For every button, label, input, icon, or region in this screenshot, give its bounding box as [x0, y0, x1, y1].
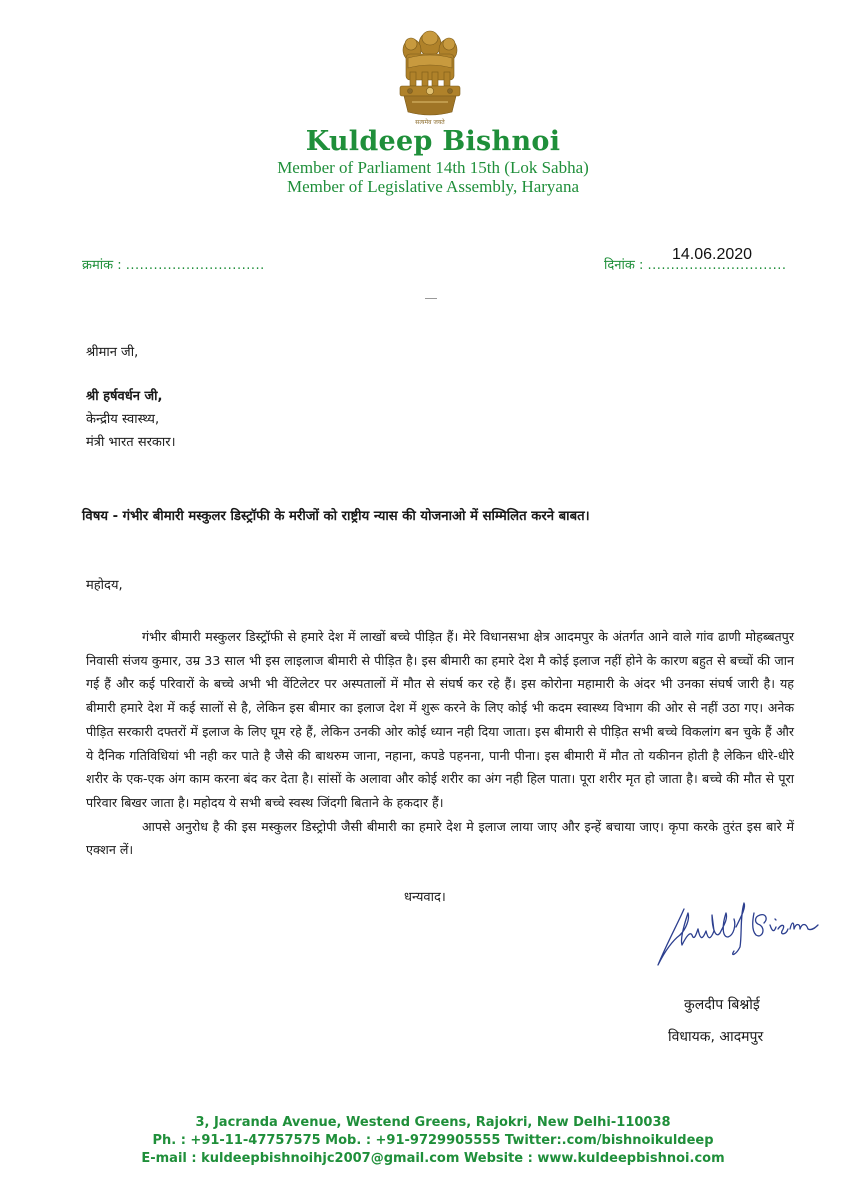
body-paragraph-1: गंभीर बीमारी मस्कुलर डिस्ट्रॉफी से हमारे देश में लाखों बच्चे पीड़ित हैं। मेरे विधानसभा क्षेत्र आदमपुर के अंतर्गत आने वाले गांव ढाणी मोहब्बतपुर निवासी संजय कुमार, उम्र 33 साल भी इस लाइलाज बीमारी से पीड़ित है। इस बीमारी का हमारे देश मै कोई इलाज नहीं होने के कारण बहुत से बच्चों की जान गई हैं और कई परिवारों के बच्चे अभी भी वेंटिलेटर पर अस्पतालों में मौत से संघर्ष कर रहे हैं। इस कोरोना महामारी के अंदर भी उनका संघर्ष जारी है। यह बीमारी हमारे देश में कई सालों से है, लेकिन इस बीमार का इलाज देश में शुरू करने के लिए कोई भी कदम स्वास्थ्य विभाग की ओर से नहीं उठा गए। अनेक पीड़ित सरकारी दफ्तरों में इलाज के लिए घूम रहे हैं, लेकिन उनकी ओर कोई ध्यान नही दिया जाता। इस बीमारी से पीड़ित सभी बच्चे विकलांग बन चुके हैं और ये दैनिक गतिविधियां भी नही कर पाते है जैसे की बाथरुम जाना, नहाना, कपडे पहनना, पानी पीना। इस बीमारी में मौत तो यकीनन होती है लेकिन धीरे-धीरे शरीर के एक-एक अंग काम करना बंद कर देता है। सांसों के अलावा और कोई शरीर का अंग नही हिल पाता। पूरा शरीर मृत हो जाता है। बच्चे की मौत से पूरा परिवार बिखर जाता है। महोदय ये सभी बच्चे स्वस्थ जिंदगी बिताने के हकदार हैं। — [86, 629, 795, 810]
letterhead-designation-2: Member of Legislative Assembly, Haryana — [286, 177, 580, 196]
date-dots: .............................. — [647, 258, 787, 273]
handwritten-signature — [650, 895, 825, 975]
body-paragraph-2: आपसे अनुरोध है की इस मस्कुलर डिस्ट्रोपी जैसी बीमारी का हमारे देश मे इलाज लाया जाए और इन्हें बचाया जाए। कृपा करके तुरंत इस बारे में एक्शन लें। — [86, 818, 794, 858]
greeting: महोदय, — [86, 578, 123, 593]
signer-name: कुलदीप बिश्नोई — [684, 997, 760, 1013]
salutation: श्रीमान जी, — [86, 345, 139, 360]
addressee-name: श्री हर्षवर्धन जी, — [86, 389, 163, 404]
reference-label: क्रमांक : — [82, 258, 122, 273]
date-label: दिनांक : — [604, 258, 644, 273]
reference-field — [82, 255, 265, 273]
letterhead-designation-1: Member of Parliament 14th 15th (Lok Sabha) — [277, 158, 589, 177]
letter-subject: विषय - गंभीर बीमारी मस्कुलर डिस्ट्रॉफी के मरीजों को राष्ट्रीय न्यास की योजनाओ में सम्मिलित करने बाबत। — [82, 509, 590, 524]
addressee-line-1: केन्द्रीय स्वास्थ्य, — [86, 412, 160, 427]
addressee-line-2: मंत्री भारत सरकार। — [86, 435, 176, 450]
emblem-motto: सत्यमेव जयते — [415, 119, 445, 126]
letterhead-name: Kuldeep Bishnoi — [305, 126, 561, 157]
national-emblem-icon — [392, 22, 468, 122]
reference-dots: .............................. — [125, 258, 265, 273]
footer-address: 3, Jacranda Avenue, Westend Greens, Rajokri, New Delhi-110038 — [195, 1115, 671, 1130]
date-value: 14.06.2020 — [672, 246, 753, 263]
letter-body — [86, 625, 794, 862]
footer-email-website: E-mail : kuldeepbishnoihjc2007@gmail.com Website : www.kuldeepbishnoi.com — [141, 1151, 725, 1166]
thanks-line: धन्यवाद। — [404, 890, 446, 905]
footer-phone: Ph. : +91-11-47757575 Mob. : +91-9729905555 Twitter:.com/bishnoikuldeep — [152, 1133, 714, 1148]
scan-mark — [425, 298, 437, 299]
signer-title: विधायक, आदमपुर — [668, 1029, 764, 1045]
